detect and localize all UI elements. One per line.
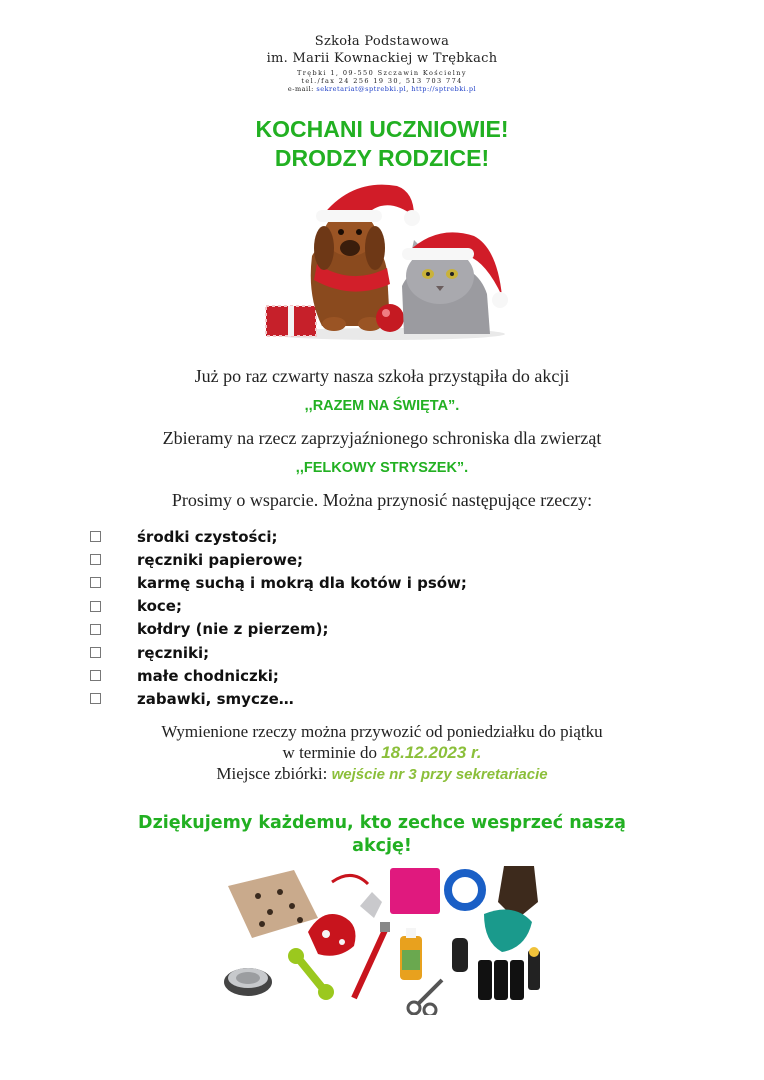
deadline-prefix: w terminie do	[282, 743, 377, 762]
thanks-line-2: akcję!	[352, 836, 412, 856]
delivery-days: Wymienione rzeczy można przywozić od poniedziałku do piątku	[161, 722, 603, 741]
bullet-box-icon	[90, 601, 101, 612]
deadline-line	[0, 743, 764, 763]
bullet-box-icon	[90, 624, 101, 635]
collection-place: wejście nr 3 przy sekretariacie	[331, 766, 548, 783]
heading-parents: DRODZY RODZICE!	[274, 145, 490, 171]
list-item	[90, 595, 467, 618]
collection-place-line	[0, 764, 764, 784]
list-item	[90, 525, 467, 548]
school-contact	[0, 85, 764, 93]
heading-students: KOCHANI UCZNIOWIE!	[255, 116, 509, 142]
request-line: Prosimy o wsparcie. Można przynosić następujące rzeczy:	[171, 490, 593, 510]
shelter-name-line	[0, 460, 764, 476]
bullet-box-icon	[90, 577, 101, 588]
list-item	[90, 687, 467, 710]
list-item-label: zabawki, smycze…	[137, 689, 294, 708]
list-item-label: ręczniki;	[137, 643, 210, 662]
list-item-label: koce;	[137, 597, 182, 616]
intro-line: Już po raz czwarty nasza szkoła przystąpiła do akcji	[194, 366, 570, 386]
contact-separator: ,	[406, 85, 409, 93]
dog-cat-christmas-image	[262, 176, 512, 342]
list-item-label: środki czystości;	[137, 527, 278, 546]
shelter-line: Zbieramy na rzecz zaprzyjaźnionego schroniska dla zwierząt	[162, 428, 602, 448]
shelter-name-dot: .	[464, 460, 469, 476]
list-item-label: kołdry (nie z pierzem);	[137, 620, 329, 639]
bullet-box-icon	[90, 531, 101, 542]
thanks-line-1: Dziękujemy każdemu, kto zechce wesprzeć naszą	[138, 813, 626, 833]
list-item	[90, 664, 467, 687]
list-item	[90, 618, 467, 641]
list-item	[90, 548, 467, 571]
school-name: Szkoła Podstawowa	[314, 34, 450, 49]
bullet-box-icon	[90, 647, 101, 658]
bullet-box-icon	[90, 670, 101, 681]
school-patron: im. Marii Kownackiej w Trębkach	[266, 51, 498, 66]
list-item	[90, 571, 467, 594]
shelter-name: ,,FELKOWY STRYSZEK”	[295, 460, 465, 476]
pet-supplies-image	[222, 862, 547, 1015]
email-link[interactable]: sekretariat@sptrebki.pl	[316, 85, 407, 93]
list-item-label: ręczniki papierowe;	[137, 550, 303, 569]
list-item	[90, 641, 467, 664]
bullet-box-icon	[90, 693, 101, 704]
school-phone: tel./fax 24 256 19 30, 513 703 774	[301, 77, 463, 85]
list-item-label: małe chodniczki;	[137, 666, 279, 685]
donation-list	[90, 525, 467, 711]
email-label: e-mail:	[287, 85, 314, 93]
school-address: Trębki 1, 09-550 Szczawin Kościelny	[297, 69, 467, 77]
bullet-box-icon	[90, 554, 101, 565]
place-prefix: Miejsce zbiórki:	[216, 764, 328, 783]
website-link[interactable]: http://sptrebki.pl	[411, 85, 477, 93]
deadline-date: 18.12.2023 r.	[381, 743, 482, 762]
campaign-name: ,,RAZEM NA ŚWIĘTA”.	[304, 398, 460, 414]
list-item-label: karmę suchą i mokrą dla kotów i psów;	[137, 573, 467, 592]
